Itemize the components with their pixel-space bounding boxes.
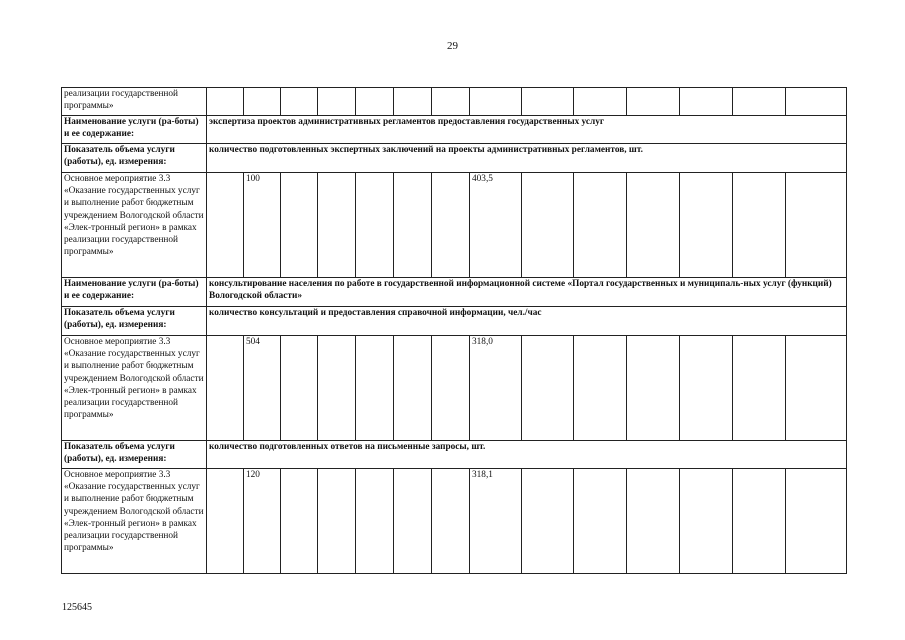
table-row xyxy=(62,173,847,278)
table-row xyxy=(62,336,847,441)
volume-indicator-value: количество подготовленных экспертных заключений на проекты административных регламентов, шт. xyxy=(207,144,847,173)
activity-description: Основное мероприятие 3.3 «Оказание государственных услуг и выполнение работ бюджетным учреждением Вологодской области «Элек-тронный регион» в рамках реализации государственной программы» xyxy=(62,336,207,441)
activity-description: Основное мероприятие 3.3 «Оказание государственных услуг и выполнение работ бюджетным учреждением Вологодской области «Элек-тронный регион» в рамках реализации государственной программы» xyxy=(62,469,207,574)
service-name-value: консультирование населения по работе в государственной информационной системе «Портал государственных и муниципаль-ных услуг (функций) Вологодской области» xyxy=(207,278,847,307)
table-row xyxy=(62,144,847,173)
table-row xyxy=(62,441,847,469)
activity-description: реализации государственной программы» xyxy=(62,88,207,116)
activity-description: Основное мероприятие 3.3 «Оказание государственных услуг и выполнение работ бюджетным учреждением Вологодской области «Элек-тронный регион» в рамках реализации государственной программы» xyxy=(62,173,207,278)
cost-value: 403,5 xyxy=(470,173,522,278)
table-row xyxy=(62,278,847,307)
table-row xyxy=(62,469,847,574)
service-name-label: Наименование услуги (ра-боты) и ее содержание: xyxy=(62,116,207,144)
volume-value: 504 xyxy=(244,336,281,441)
volume-indicator-label: Показатель объема услуги (работы), ед. измерения: xyxy=(62,144,207,173)
service-name-value: экспертиза проектов административных регламентов предоставления государственных услуг xyxy=(207,116,847,144)
volume-value: 120 xyxy=(244,469,281,574)
services-table xyxy=(61,87,847,574)
table-row xyxy=(62,88,847,116)
service-name-label: Наименование услуги (ра-боты) и ее содержание: xyxy=(62,278,207,307)
volume-indicator-label: Показатель объема услуги (работы), ед. измерения: xyxy=(62,441,207,469)
document-id: 125645 xyxy=(62,602,92,613)
cost-value: 318,0 xyxy=(470,336,522,441)
table-row xyxy=(62,116,847,144)
cost-value: 318,1 xyxy=(470,469,522,574)
volume-value: 100 xyxy=(244,173,281,278)
volume-indicator-value: количество консультаций и предоставления справочной информации, чел./час xyxy=(207,307,847,336)
table-row xyxy=(62,307,847,336)
page-number: 29 xyxy=(447,40,458,52)
volume-indicator-label: Показатель объема услуги (работы), ед. измерения: xyxy=(62,307,207,336)
volume-indicator-value: количество подготовленных ответов на письменные запросы, шт. xyxy=(207,441,847,469)
